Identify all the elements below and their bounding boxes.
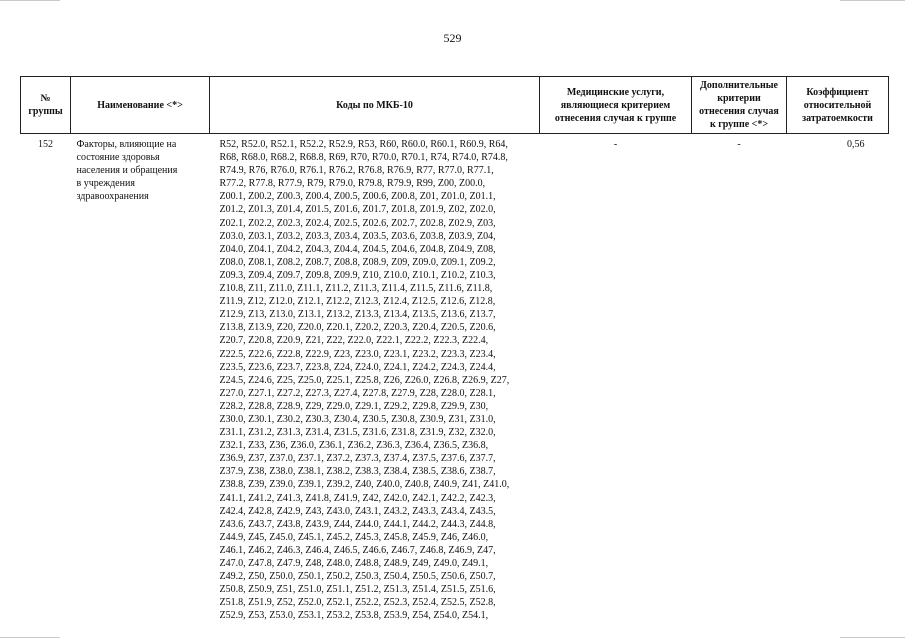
code-line: Z49.2, Z50, Z50.0, Z50.1, Z50.2, Z50.3, Z50.4, Z50.5, Z50.6, Z50.7, — [219, 571, 496, 583]
code-line: R52, R52.0, R52.1, R52.2, R52.9, R53, R60, R60.0, R60.1, R60.9, R64, — [219, 139, 508, 150]
code-line: Z50.8, Z50.9, Z51, Z51.0, Z51.1, Z51.2, Z51.3, Z51.4, Z51.5, Z51.6, — [219, 584, 496, 596]
code-line: Z46.1, Z46.2, Z46.3, Z46.4, Z46.5, Z46.6, Z46.7, Z46.8, Z46.9, Z47, — [219, 544, 496, 556]
code-line: Z24.5, Z24.6, Z25, Z25.0, Z25.1, Z25.8, Z26, Z26.0, Z26.8, Z26.9, Z27, — [219, 374, 510, 386]
code-line: Z09.3, Z09.4, Z09.7, Z09.8, Z09.9, Z10, Z10.0, Z10.1, Z10.2, Z10.3, — [219, 269, 496, 281]
code-line: R74.9, R76, R76.0, R76.1, R76.2, R76.8, R76.9, R77, R77.0, R77.1, — [219, 165, 494, 177]
header-group-number: № группы — [21, 77, 71, 134]
code-line: Z47.0, Z47.8, Z47.9, Z48, Z48.0, Z48.8, Z48.9, Z49, Z49.0, Z49.1, — [219, 558, 489, 569]
code-line: Z23.5, Z23.6, Z23.7, Z23.8, Z24, Z24.0, Z24.1, Z24.2, Z24.3, Z24.4, — [219, 361, 496, 373]
group-number-cell: 152 — [38, 139, 53, 150]
code-line: Z31.1, Z31.2, Z31.3, Z31.4, Z31.5, Z31.6, Z31.8, Z31.9, Z32, Z32.0, — [219, 427, 496, 439]
header-additional-criteria: Дополнительные критерии отнесения случая к группе <*> — [692, 77, 787, 134]
code-line: Z38.8, Z39, Z39.0, Z39.1, Z39.2, Z40, Z40.0, Z40.8, Z40.9, Z41, Z41.0, — [219, 479, 510, 491]
header-name: Наименование <*> — [71, 77, 210, 134]
code-line: Z08.0, Z08.1, Z08.2, Z08.7, Z08.8, Z08.9, Z09, Z09.0, Z09.1, Z09.2, — [219, 256, 496, 268]
code-line: Z11.9, Z12, Z12.0, Z12.1, Z12.2, Z12.3, Z12.4, Z12.5, Z12.6, Z12.8, — [219, 296, 496, 308]
code-line: Z41.1, Z41.2, Z41.3, Z41.8, Z41.9, Z42, Z42.0, Z42.1, Z42.2, Z42.3, — [219, 492, 496, 504]
code-line: R68, R68.0, R68.2, R68.8, R69, R70, R70.0, R70.1, R74, R74.0, R74.8, — [219, 152, 508, 164]
code-line: Z37.9, Z38, Z38.0, Z38.1, Z38.2, Z38.3, Z38.4, Z38.5, Z38.6, Z38.7, — [219, 466, 496, 478]
icd-codes-cell — [210, 134, 540, 623]
code-line: Z36.9, Z37, Z37.0, Z37.1, Z37.2, Z37.3, Z37.4, Z37.5, Z37.6, Z37.7, — [219, 453, 496, 465]
table-row — [21, 134, 889, 623]
table-header-row — [21, 77, 889, 134]
icd-table — [20, 76, 888, 622]
bottom-edge-line-left — [0, 637, 60, 638]
additional-criteria-cell: - — [737, 139, 741, 150]
code-line: Z02.1, Z02.2, Z02.3, Z02.4, Z02.5, Z02.6, Z02.7, Z02.8, Z02.9, Z03, — [219, 217, 496, 229]
code-line: Z03.0, Z03.1, Z03.2, Z03.3, Z03.4, Z03.5, Z03.6, Z03.8, Z03.9, Z04, — [219, 230, 496, 242]
code-line: Z44.9, Z45, Z45.0, Z45.1, Z45.2, Z45.3, Z45.8, Z45.9, Z46, Z46.0, — [219, 531, 489, 543]
code-line: Z43.6, Z43.7, Z43.8, Z43.9, Z44, Z44.0, Z44.1, Z44.2, Z44.3, Z44.8, — [219, 518, 496, 530]
cost-coefficient-cell: 0,56 — [847, 139, 865, 150]
top-edge-line-left — [0, 0, 60, 1]
code-line: Z42.4, Z42.8, Z42.9, Z43, Z43.0, Z43.1, Z43.2, Z43.3, Z43.4, Z43.5, — [219, 505, 496, 517]
code-line: Z30.0, Z30.1, Z30.2, Z30.3, Z30.4, Z30.5, Z30.8, Z30.9, Z31, Z31.0, — [219, 413, 496, 425]
code-line: Z12.9, Z13, Z13.0, Z13.1, Z13.2, Z13.3, Z13.4, Z13.5, Z13.6, Z13.7, — [219, 309, 496, 321]
code-line: Z13.8, Z13.9, Z20, Z20.0, Z20.1, Z20.2, Z20.3, Z20.4, Z20.5, Z20.6, — [219, 322, 496, 334]
code-line: Z20.7, Z20.8, Z20.9, Z21, Z22, Z22.0, Z22.1, Z22.2, Z22.3, Z22.4, — [219, 335, 489, 347]
code-line: Z52.9, Z53, Z53.0, Z53.1, Z53.2, Z53.8, Z53.9, Z54, Z54.0, Z54.1, — [219, 610, 489, 622]
code-line: Z01.2, Z01.3, Z01.4, Z01.5, Z01.6, Z01.7, Z01.8, Z01.9, Z02, Z02.0, — [219, 204, 496, 216]
header-medical-services: Медицинские услуги, являющиеся критерием отнесения случая к группе — [540, 77, 692, 134]
code-line: Z04.0, Z04.1, Z04.2, Z04.3, Z04.4, Z04.5, Z04.6, Z04.8, Z04.9, Z08, — [219, 243, 496, 255]
code-line: Z32.1, Z33, Z36, Z36.0, Z36.1, Z36.2, Z36.3, Z36.4, Z36.5, Z36.8, — [219, 440, 489, 452]
top-edge-line-right — [840, 0, 905, 1]
code-line: Z10.8, Z11, Z11.0, Z11.1, Z11.2, Z11.3, Z11.4, Z11.5, Z11.6, Z11.8, — [219, 283, 493, 295]
code-line: Z28.2, Z28.8, Z28.9, Z29, Z29.0, Z29.1, Z29.2, Z29.8, Z29.9, Z30, — [219, 400, 489, 412]
code-line: Z27.0, Z27.1, Z27.2, Z27.3, Z27.4, Z27.8, Z27.9, Z28, Z28.0, Z28.1, — [219, 387, 496, 399]
code-line: Z22.5, Z22.6, Z22.8, Z22.9, Z23, Z23.0, Z23.1, Z23.2, Z23.3, Z23.4, — [219, 348, 496, 360]
code-line: R77.2, R77.8, R77.9, R79, R79.0, R79.8, R79.9, R99, Z00, Z00.0, — [219, 178, 486, 190]
bottom-edge-line-right — [840, 637, 905, 638]
header-cost-coefficient: Коэффициент относительной затратоемкости — [787, 77, 889, 134]
code-line: Z00.1, Z00.2, Z00.3, Z00.4, Z00.5, Z00.6, Z00.8, Z01, Z01.0, Z01.1, — [219, 191, 496, 203]
medical-services-cell: - — [613, 139, 618, 150]
group-name-cell: Факторы, влияющие на состояние здоровья населения и обращения в учреждения здравоохранения — [76, 139, 178, 203]
page-number: 529 — [443, 31, 462, 45]
code-line: Z51.8, Z51.9, Z52, Z52.0, Z52.1, Z52.2, Z52.3, Z52.4, Z52.5, Z52.8, — [219, 597, 496, 609]
header-icd-codes: Коды по МКБ-10 — [210, 77, 540, 134]
